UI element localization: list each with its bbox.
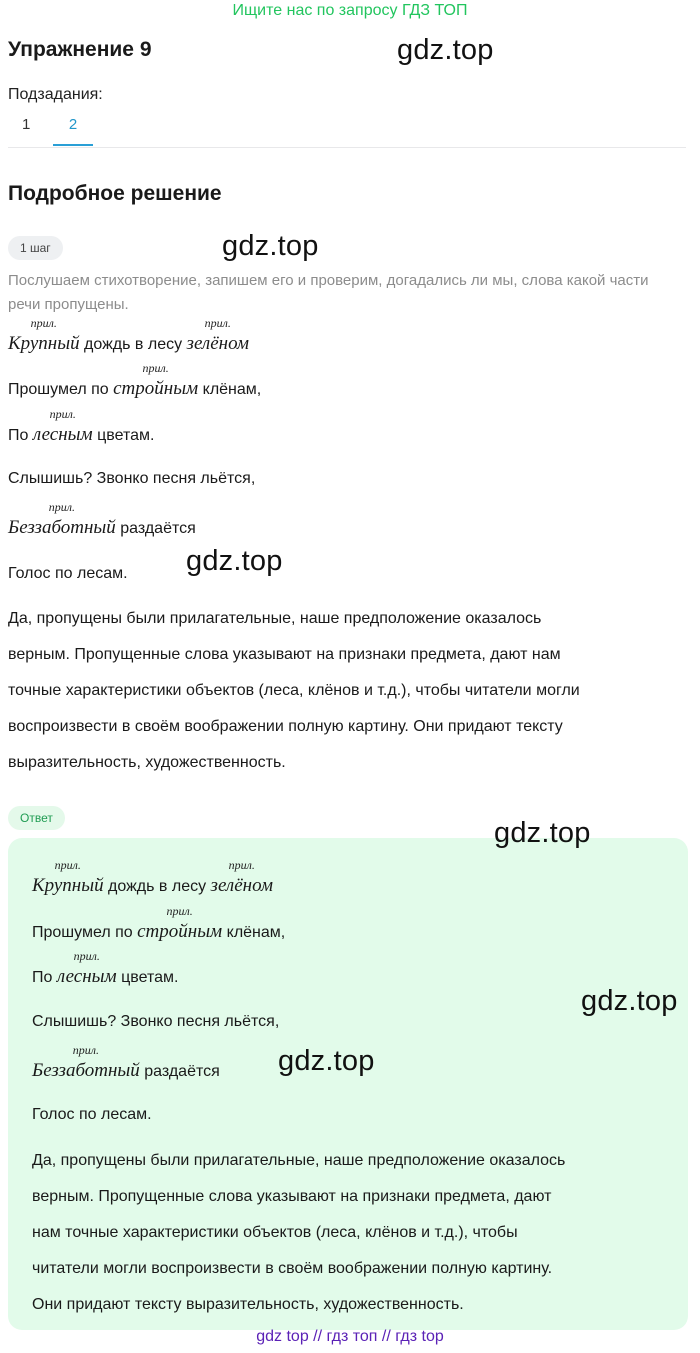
footer-link[interactable]: гдз top [395, 1328, 444, 1345]
adjective-word: прил. лесным [32, 407, 93, 445]
adjective-word: прил. Беззаботный [8, 500, 116, 538]
adjective-word: прил. стройным [137, 904, 223, 942]
answer-poem-line: прил. Беззаботный раздаётся [32, 1043, 220, 1081]
adjective-word: прил. Крупный [32, 858, 104, 896]
answer-poem-line: Слышишь? Звонко песня льётся, [32, 1013, 280, 1030]
answer-badge: Ответ [8, 806, 65, 830]
step-badge: 1 шаг [8, 236, 63, 260]
footer-link[interactable]: гдз топ [326, 1328, 378, 1345]
poem-line: прил. Крупный дождь в лесу прил. зелёном [8, 316, 249, 354]
page-title: Упражнение 9 [8, 38, 152, 61]
poem-line: Прошумел по прил. стройным клёнам, [8, 361, 262, 399]
adjective-word: прил. зелёном [210, 858, 273, 896]
footer-link[interactable]: gdz top [256, 1328, 309, 1345]
watermark: gdz.top [278, 1045, 375, 1077]
tab-subtask-2[interactable]: 2 [68, 116, 78, 133]
footer-links [0, 1328, 700, 1346]
poem-line: Слышишь? Звонко песня льётся, [8, 470, 256, 487]
adjective-mark: прил. [48, 500, 76, 514]
active-tab-indicator [53, 144, 93, 146]
footer-separator: // [313, 1328, 323, 1345]
solution-heading: Подробное решение [8, 182, 222, 205]
poem-line: прил. Беззаботный раздаётся [8, 500, 196, 538]
watermark: gdz.top [222, 230, 319, 262]
adjective-word: прил. Крупный [8, 316, 80, 354]
solution-intro: Послушаем стихотворение, запишем его и проверим, догадались ли мы, слова какой части речи пропущены. [8, 272, 649, 313]
subtask-tabs [8, 110, 686, 148]
solution-conclusion: Да, пропущены были прилагательные, наше предположение оказалось верным. Пропущенные слова указывают на признаки предмета, дают нам точные характеристики объектов (леса, клёнов и т.д.), чтобы читатели могли воспроизвести в своём воображении полную картину. Они придают тексту выразительность, художественность. [8, 610, 580, 771]
adjective-mark: прил. [54, 858, 81, 872]
adjective-word: прил. зелёном [186, 316, 249, 354]
poem-line: По прил. лесным цветам. [8, 407, 155, 445]
adjective-mark: прил. [49, 407, 76, 421]
adjective-mark: прил. [166, 904, 193, 918]
watermark: gdz.top [494, 817, 591, 849]
adjective-mark: прил. [72, 1043, 100, 1057]
watermark: gdz.top [397, 34, 494, 66]
tab-subtask-1[interactable]: 1 [22, 116, 31, 133]
answer-conclusion: Да, пропущены были прилагательные, наше предположение оказалось верным. Пропущенные слова указывают на признаки предмета, дают нам точные характеристики объектов (леса, клёнов и т.д.), чтобы читатели могли воспроизвести в своём воображении полную картину. Они придают тексту выразительность, художественность. [32, 1152, 566, 1313]
adjective-word: прил. лесным [56, 949, 117, 987]
adjective-mark: прил. [142, 361, 169, 375]
watermark: gdz.top [581, 985, 678, 1017]
search-banner[interactable]: Ищите нас по запросу ГДЗ ТОП [232, 2, 468, 19]
adjective-word: прил. стройным [113, 361, 199, 399]
adjective-mark: прил. [228, 858, 255, 872]
answer-poem-line: По прил. лесным цветам. [32, 949, 179, 987]
adjective-word: прил. Беззаботный [32, 1043, 140, 1081]
answer-poem-line: прил. Крупный дождь в лесу прил. зелёном [32, 858, 273, 896]
subtasks-label: Подзадания: [8, 86, 103, 103]
adjective-mark: прил. [73, 949, 100, 963]
answer-poem-line: Прошумел по прил. стройным клёнам, [32, 904, 286, 942]
adjective-mark: прил. [204, 316, 231, 330]
poem-line: Голос по лесам. [8, 565, 128, 582]
watermark: gdz.top [186, 545, 283, 577]
answer-poem-line: Голос по лесам. [32, 1106, 152, 1123]
footer-separator: // [381, 1328, 391, 1345]
adjective-mark: прил. [30, 316, 57, 330]
